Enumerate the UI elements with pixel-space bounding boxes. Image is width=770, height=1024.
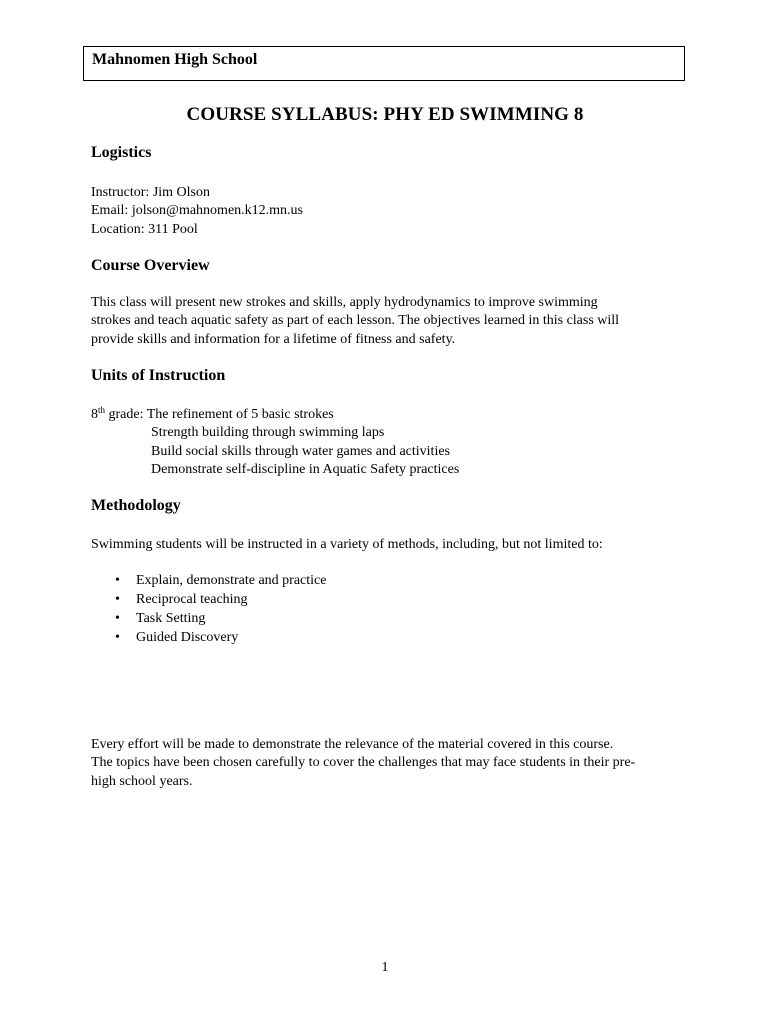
methodology-intro: Swimming students will be instructed in a variety of methods, including, but not limited to: [91, 537, 603, 552]
units-heading: Units of Instruction [91, 367, 226, 384]
overview-heading: Course Overview [91, 257, 210, 274]
page-title: COURSE SYLLABUS: PHY ED SWIMMING 8 [186, 104, 584, 125]
grade-suffix: th [98, 405, 106, 415]
methodology-list [91, 571, 326, 647]
bullet-icon: • [115, 573, 120, 588]
bullet-icon: • [115, 592, 120, 607]
bullet-icon: • [115, 630, 120, 645]
unit-item: Demonstrate self-discipline in Aquatic Safety practices [151, 461, 460, 477]
list-item [91, 590, 326, 609]
grade-text: grade: The refinement of 5 basic strokes [105, 407, 334, 422]
methodology-heading: Methodology [91, 497, 181, 514]
unit-item: Strength building through swimming laps [151, 425, 385, 441]
page-number: 1 [381, 960, 389, 975]
units-section [91, 406, 459, 479]
closing-line: Every effort will be made to demonstrate the relevance of the material covered in this course. [91, 737, 614, 752]
bullet-icon: • [115, 611, 120, 626]
school-name: Mahnomen High School [92, 51, 258, 68]
grade-line [91, 406, 459, 424]
location-line: Location: 311 Pool [91, 221, 198, 237]
overview-line: strokes and teach aquatic safety as part of each lesson. The objectives learned in this class will [91, 313, 620, 329]
list-item [91, 571, 326, 590]
list-item [91, 628, 326, 647]
list-item-text: Explain, demonstrate and practice [136, 573, 327, 588]
overview-line: provide skills and information for a lifetime of fitness and safety. [91, 331, 456, 347]
grade-number: 8 [91, 407, 98, 422]
overview-line: This class will present new strokes and skills, apply hydrodynamics to improve swimming [91, 295, 598, 310]
list-item [91, 609, 326, 628]
unit-item: Build social skills through water games and activities [151, 443, 450, 459]
closing-line: high school years. [91, 773, 193, 789]
logistics-heading: Logistics [91, 144, 152, 161]
list-item-text: Guided Discovery [136, 630, 239, 645]
closing-paragraph [91, 736, 671, 791]
logistics-section [91, 184, 303, 239]
instructor-line: Instructor: Jim Olson [91, 185, 210, 200]
email-line: Email: jolson@mahnomen.k12.mn.us [91, 203, 303, 219]
list-item-text: Reciprocal teaching [136, 592, 248, 607]
school-name-box [83, 46, 685, 81]
list-item-text: Task Setting [136, 611, 206, 626]
overview-paragraph [91, 294, 671, 349]
closing-line: The topics have been chosen carefully to cover the challenges that may face students in their pre- [91, 755, 636, 771]
